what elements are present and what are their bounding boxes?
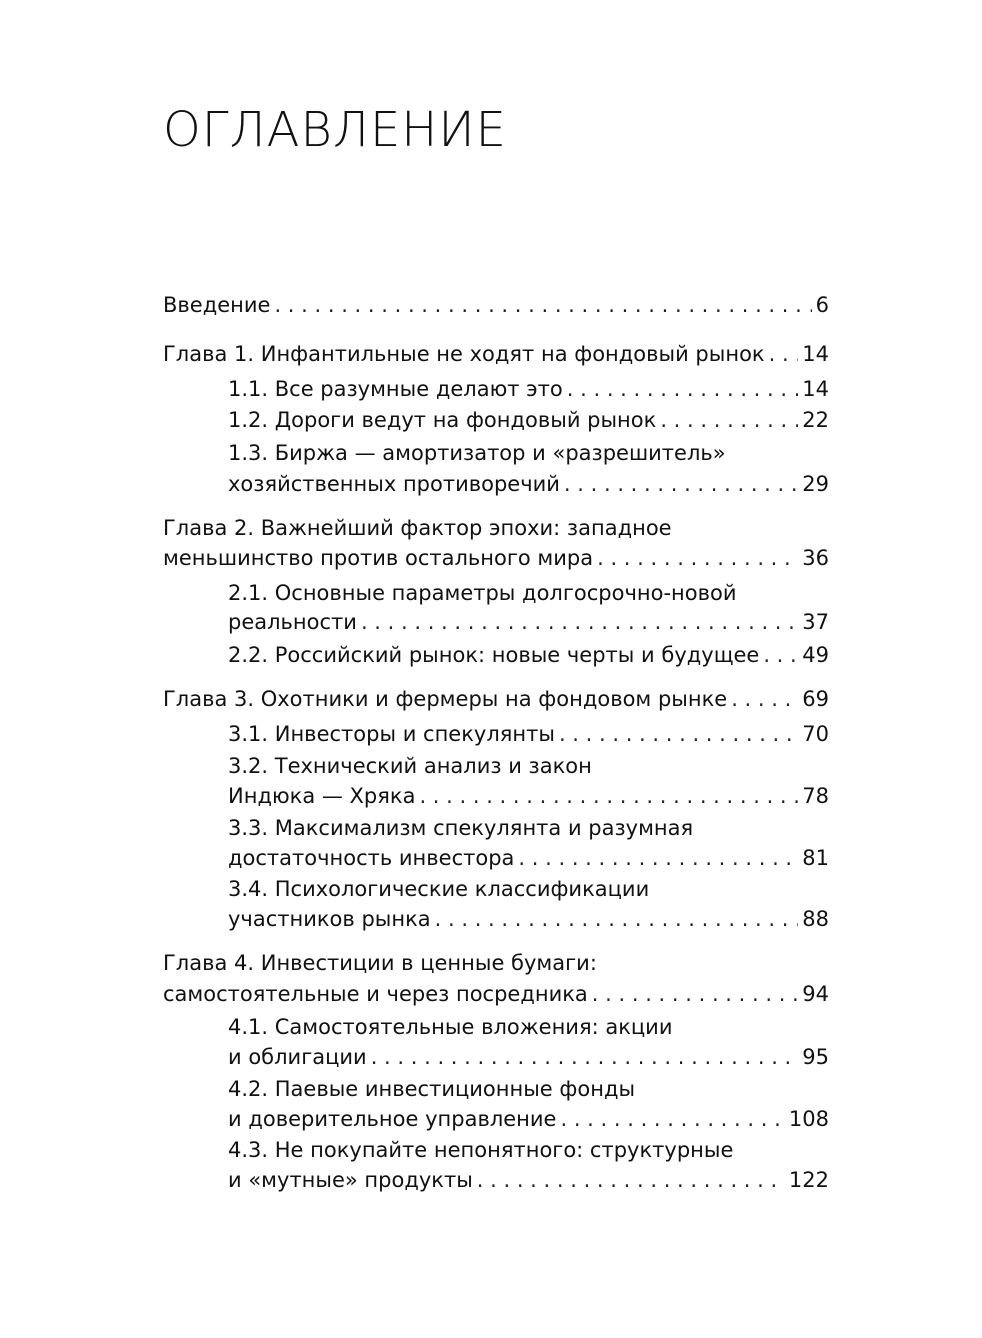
toc-entry-text: 3.2. Технический анализ и закон [228,754,592,778]
page-title: ОГЛАВЛЕНИЕ [163,102,507,158]
toc-entry-text: 4.3. Не покупайте непонятного: структурные [228,1138,734,1162]
toc-entry-section-4-3-line1 [228,1135,829,1165]
toc-page-number: 36 [802,546,829,570]
toc-entry-section-4-2-line1 [228,1074,829,1104]
leader-dots [567,374,799,404]
leader-dots [592,979,798,1009]
toc-page-number: 70 [802,722,829,746]
toc-entry-text: 3.1. Инвесторы и спекулянты [228,722,555,746]
leader-dots [660,405,798,435]
toc-entry-text: Глава 4. Инвестиции в ценные бумаги: [163,951,597,975]
toc-entry-chapter-4-line2 [163,979,829,1009]
toc-entry-section-2-2 [228,640,829,670]
toc-entry-text: меньшинство против остального мира [163,546,594,570]
leader-dots [731,684,798,714]
toc-entry-text: 4.2. Паевые инвестиционные фонды [228,1077,636,1101]
leader-dots [597,543,798,573]
leader-dots [361,607,798,637]
leader-dots [769,339,799,369]
leader-dots [518,843,798,873]
toc-entry-chapter-3 [163,684,829,714]
toc-entry-text: и «мутные» продукты [228,1168,473,1192]
toc-entry-section-3-1 [228,719,829,749]
toc-entry-section-4-2-line2 [228,1104,829,1134]
toc-entry-text: 1.3. Биржа — амортизатор и «разрешитель» [228,441,726,465]
leader-dots [371,1042,799,1072]
toc-page-number: 37 [802,610,829,634]
toc-entry-section-2-1-line2 [228,607,829,637]
toc-entry-chapter-2-line1 [163,513,829,543]
toc-entry-text: достаточность инвестора [228,846,515,870]
leader-dots [419,781,798,811]
toc-entry-section-3-2-line2 [228,781,829,811]
toc-entry-text: 2.1. Основные параметры долгосрочно-новой [228,581,737,605]
leader-dots [564,469,798,499]
toc-page-number: 81 [802,846,829,870]
toc-entry-text: 1.2. Дороги ведут на фондовый рынок [228,408,657,432]
toc-entry-text: и доверительное управление [228,1107,557,1131]
toc-entry-text: 3.3. Максимализм спекулянта и разумная [228,816,694,840]
toc-entry-section-3-3-line1 [228,813,829,843]
leader-dots [274,290,811,320]
toc-page-number: 88 [802,907,829,931]
toc-page-number: 108 [788,1107,829,1131]
toc-page-number: 78 [802,784,829,808]
toc-page-number: 95 [802,1045,829,1069]
toc-entry-chapter-4-line1 [163,948,829,978]
leader-dots [559,719,798,749]
toc-entry-section-4-3-line2 [228,1165,829,1195]
toc-entry-text: Введение [163,293,271,317]
toc-entry-section-1-1 [228,374,829,404]
toc-entry-text: Индюка — Хряка [228,784,416,808]
toc-page-number: 69 [802,687,829,711]
toc-entry-section-4-1-line1 [228,1012,829,1042]
leader-dots [435,904,799,934]
toc-page-number: 14 [802,377,829,401]
toc-page-number: 49 [802,643,829,667]
leader-dots [763,640,798,670]
toc-entry-text: хозяйственных противоречий [228,472,560,496]
toc-entry-section-3-3-line2 [228,843,829,873]
toc-page-number: 6 [815,293,829,317]
toc-page-number: 29 [802,472,829,496]
toc-entry-text: реальности [228,610,357,634]
toc-entry-text: и облигации [228,1045,367,1069]
toc-entry-section-2-1-line1 [228,578,829,608]
toc-entry-section-1-2 [228,405,829,435]
toc-entry-section-3-2-line1 [228,751,829,781]
leader-dots [477,1165,785,1195]
toc-entry-section-1-3-line1 [228,438,829,468]
toc-entry-text: Глава 3. Охотники и фермеры на фондовом рынке [163,687,728,711]
toc-entry-chapter-2-line2 [163,543,829,573]
toc-entry-text: 4.1. Самостоятельные вложения: акции [228,1015,673,1039]
toc-entry-section-1-3-line2 [228,469,829,499]
toc-entry-text: Глава 1. Инфантильные не ходят на фондовый рынок [163,342,765,366]
toc-entry-text: самостоятельные и через посредника [163,982,588,1006]
toc-entry-text: Глава 2. Важнейший фактор эпохи: западное [163,516,672,540]
toc-page-number: 94 [802,982,829,1006]
toc-entry-chapter-1 [163,339,829,369]
toc-page-number: 22 [802,408,829,432]
toc-entry-text: 3.4. Психологические классификации [228,877,650,901]
toc-entry-section-4-1-line2 [228,1042,829,1072]
toc-entry-text: 2.2. Российский рынок: новые черты и будущее [228,643,760,667]
toc-page-number: 14 [802,342,829,366]
toc-entry-text: 1.1. Все разумные делают это [228,377,563,401]
leader-dots [560,1104,784,1134]
toc-page-number: 122 [788,1168,829,1192]
toc-entry-section-3-4-line1 [228,874,829,904]
toc-entry-section-3-4-line2 [228,904,829,934]
toc-entry-text: участников рынка [228,907,431,931]
toc-entry-introduction [163,290,829,320]
